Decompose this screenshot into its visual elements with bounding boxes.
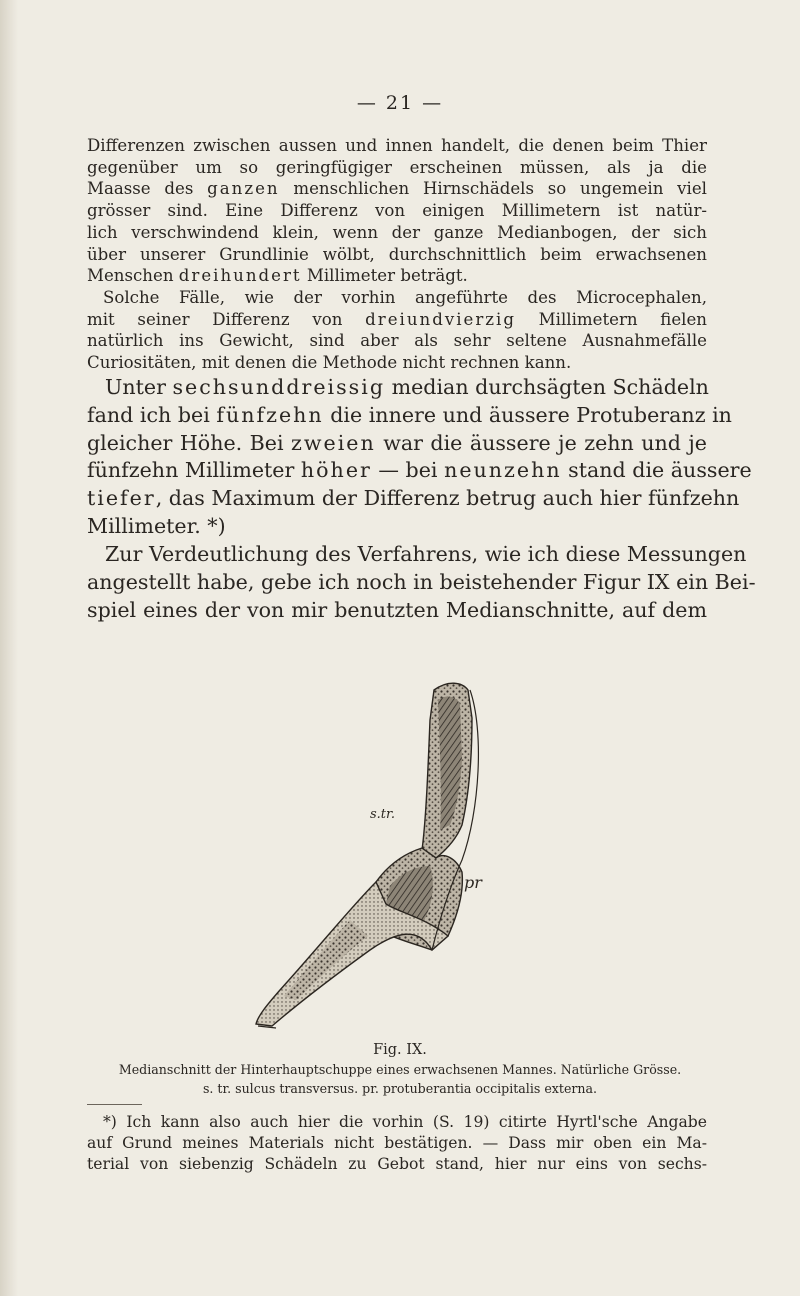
spaced-emphasis: zweien [291,430,376,455]
paragraph-3 [87,374,752,541]
text-line: Millimeter. *) [87,513,226,538]
text-line: tiefer, das Maximum der Differenz betrug auch hier fünfzehn [87,486,740,511]
text-line: Curiositäten, mit denen die Methode nicht rechnen kann. [87,353,572,373]
text-line: Maasse des ganzen menschlichen Hirnschädels so ungemein viel [87,179,707,199]
text-line: Menschen dreihundert Millimeter beträgt. [87,266,468,286]
text-line: über unserer Grundlinie wölbt, durchschnittlich beim erwachsenen [87,244,707,264]
paragraph-2 [87,287,707,374]
footnote-line: *) Ich kann also auch hier die vorhin (S. 19) citirte Hyrtl'sche Angabe [103,1113,707,1131]
text-line: mit seiner Differenz von dreiundvierzig Millimetern fielen [87,309,707,329]
paragraph-1 [87,135,707,287]
text-line: Differenzen zwischen aussen und innen handelt, die denen beim Thier [87,136,707,155]
figure-legend: s. tr. sulcus transversus. pr. protuberantia occipitalis externa. [202,1081,598,1096]
text-line: natürlich ins Gewicht, sind aber als sehr seltene Ausnahmefälle [87,331,707,351]
text-line: gleicher Höhe. Bei zweien war die äussere je zehn und je [87,430,707,455]
footnote [87,1112,707,1175]
text-line: fünfzehn Millimeter höher — bei neunzehn stand die äussere [87,458,752,483]
footnote-rule [87,1104,142,1105]
spaced-emphasis: ganzen [207,179,280,199]
label-pr: pr [464,873,482,892]
spaced-emphasis: dreihundert [178,266,302,286]
figure-ix [200,660,600,1050]
footnote-line: terial von siebenzig Schädeln zu Gebot stand, hier nur eins von sechs- [87,1155,707,1173]
spaced-emphasis: neunzehn [444,458,562,483]
text-line: angestellt habe, gebe ich noch in beistehender Figur IX ein Bei- [87,569,756,594]
paragraph-4 [87,541,756,624]
footnote-line: auf Grund meines Materials nicht bestätigen. — Dass mir oben ein Ma- [87,1134,707,1152]
lower-tip [258,1026,276,1028]
text-line: Zur Verdeutlichung des Verfahrens, wie ich diese Messungen [105,542,747,566]
text-line: grösser sind. Eine Differenz von einigen Millimetern ist natür- [87,201,707,221]
spaced-emphasis: sechsunddreissig [172,375,386,399]
text-line: lich verschwindend klein, wenn der ganze Medianbogen, der sich [87,222,707,242]
text-line: Solche Fälle, wie der vorhin angeführte des Microcephalen, [103,288,707,307]
spaced-emphasis: höher [300,458,372,483]
label-st: s.tr. [370,807,395,822]
spaced-emphasis: tiefer [87,486,156,511]
page-number: — 21 — [356,92,444,114]
text-line: fand ich bei fünfzehn die innere und äussere Protuberanz in [87,402,732,427]
median-section-illustration [200,660,600,1050]
figure-caption: Medianschnitt der Hinterhauptschuppe eines erwachsenen Mannes. Natürliche Grösse. [118,1062,682,1077]
spaced-emphasis: dreiundvierzig [365,309,516,329]
spaced-emphasis: fünfzehn [216,402,324,427]
text-line: spiel eines der von mir benutzten Medianschnitte, auf dem [87,597,707,622]
page-edge-shadow [0,0,18,1296]
text-line: Unter sechsunddreissig median durchsägten Schädeln [105,375,709,399]
text-line: gegenüber um so geringfügiger erscheinen müssen, als ja die [87,157,707,177]
figure-title: Fig. IX. [373,1042,427,1058]
